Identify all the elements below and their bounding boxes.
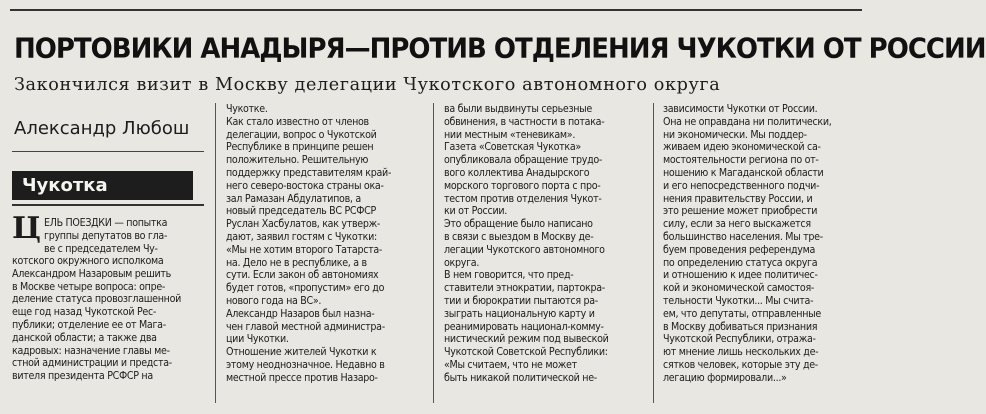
article-subheadline: Закончился визит в Москву делегации Чукотского автономного округа <box>14 75 721 95</box>
column-1-lead: ЕЛЬ ПОЕЗДКИ — попытка группы депутатов во гла- ве с председателем Чу- <box>44 217 168 255</box>
column-2-text: Чукотке. Как стало известно от членов делегации, вопрос о Чукотской Республике в принципе решен положительно. Решительную поддержку представителям край- него северо-востока страны ока- зал Рамазан Абдулатипов, а новый председатель ВС РСФСР Руслан Хасбулатов, как утверж- дают, заявил гостям с Чукотки: «Мы не хотим второго Татарста- на. Дело не в республике, а в сути. Если закон об автономиях будет готов, «пропустим» его до нового года на ВС». Александр Назаров был назна- чен главой местной администра- ции Чукотки. Отношение жителей Чукотки к этому неоднозначное. Недавно в местной прессе против Назаро- <box>226 103 392 384</box>
column-divider <box>433 103 434 403</box>
column-4-text: зависимости Чукотки от России. Она не оправдана ни политически, ни экономически. Мы поддер- живаем идею экономической са- мостоятельности региона по от- ношению к Магаданской области и его непосредственного подчи- нения правительству России, и это решение может приобрести силу, если за него выскажется большинство населения. Мы тре- буем проведения референдума по определению статуса округа и отношению к идее политичес- кой и экономической самостоя- тельности Чукотки... Мы счита- ем, что депутаты, отправленные в Москву добиваться признания Чукотской Республики, отража- ют мнение лишь нескольких де- сятков человек, которые эту де- легацию формировали...» <box>663 103 832 384</box>
top-rule <box>10 9 862 11</box>
article-author: Александр Любош <box>14 118 190 139</box>
section-divider <box>12 204 204 206</box>
article-headline: ПОРТОВИКИ АНАДЫРЯ—ПРОТИВ ОТДЕЛЕНИЯ ЧУКОТКИ ОТ РОССИИ <box>14 33 986 65</box>
column-divider <box>653 103 654 403</box>
drop-cap: Ц <box>12 211 41 246</box>
column-3-text: ва были выдвинуты серьезные обвинения, в частности в потака- нии местным «теневикам». Газета «Советская Чукотка» опубликовала обращение трудо- вого коллектива Анадырского морского торгового порта с про- тестом против отделения Чукот- ки от России. Это обращение было написано в связи с выездом в Москву де- легации Чукотского автономного округа. В нем говорится, что пред- ставители этнократии, партокра- тии и бюрократии пытаются ра- зыграть национальную карту и реанимировать национал-комму- нистический режим под вывеской Чукотской Советской Республики: «Мы считаем, что не может быть никакой политической не- <box>444 103 609 384</box>
author-divider <box>12 151 204 152</box>
column-divider <box>215 103 216 403</box>
column-1-text: котского окружного исполкома Александром Назаровым решить в Москве четыре вопроса: опре- деление статуса провозглашенной еще год назад Чукотской Рес- публики; отделение ее от Мага- данской области; а также два кадровых: назначение главы ме- стной администрации и предста- вителя президента РСФСР на <box>12 255 182 383</box>
section-label: Чукотка <box>12 171 193 200</box>
